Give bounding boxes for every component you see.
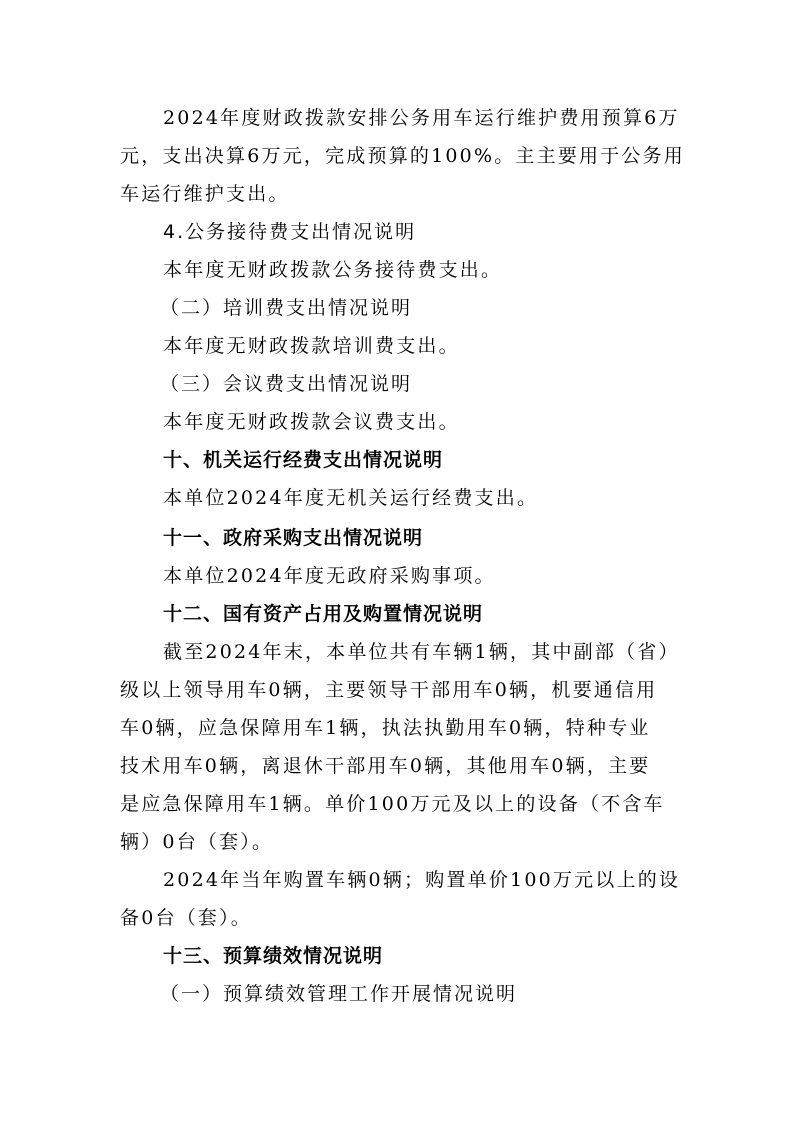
section-heading: 十三、预算绩效情况说明 [163,945,384,967]
subsection-heading: 4.公务接待费支出情况说明 [163,221,417,243]
paragraph-line: 本年度无财政拨款培训费支出。 [163,335,460,357]
paragraph-line: 本单位2024年度无机关运行经费支出。 [163,487,539,509]
subsection-heading: （三）会议费支出情况说明 [160,373,413,395]
section-heading: 十、机关运行经费支出情况说明 [163,449,444,471]
subsection-heading: （二）培训费支出情况说明 [160,297,413,319]
subsection-heading: （一）预算绩效管理工作开展情况说明 [160,983,518,1005]
paragraph-line: 本年度无财政拨款公务接待费支出。 [163,259,503,281]
paragraph-line: 是应急保障用车1辆。单价100万元及以上的设备（不含车 [120,793,665,815]
paragraph-line: 2024年度财政拨款安排公务用车运行维护费用预算6万 [163,107,680,129]
section-heading: 十二、国有资产占用及购置情况说明 [163,603,484,625]
paragraph-line: 级以上领导用车0辆，主要领导干部用车0辆，机要通信用 [120,679,658,701]
paragraph-line: 2024年当年购置车辆0辆；购置单价100万元以上的设 [163,869,681,891]
paragraph-line: 车运行维护支出。 [120,183,290,205]
section-heading: 十一、政府采购支出情况说明 [163,527,424,549]
paragraph-line: 备0台（套）。 [120,907,252,929]
paragraph-line: 辆）0台（套）。 [120,831,274,853]
paragraph-line: 本单位2024年度无政府采购事项。 [163,565,496,587]
paragraph-line: 技术用车0辆，离退休干部用车0辆，其他用车0辆，主要 [120,755,651,777]
paragraph-line: 截至2024年末，本单位共有车辆1辆，其中副部（省） [163,641,680,663]
paragraph-line: 元，支出决算6万元，完成预算的100%。主主要用于公务用 [120,145,686,167]
paragraph-line: 本年度无财政拨款会议费支出。 [163,411,460,433]
paragraph-line: 车0辆，应急保障用车1辆，执法执勤用车0辆，特种专业 [120,717,651,739]
